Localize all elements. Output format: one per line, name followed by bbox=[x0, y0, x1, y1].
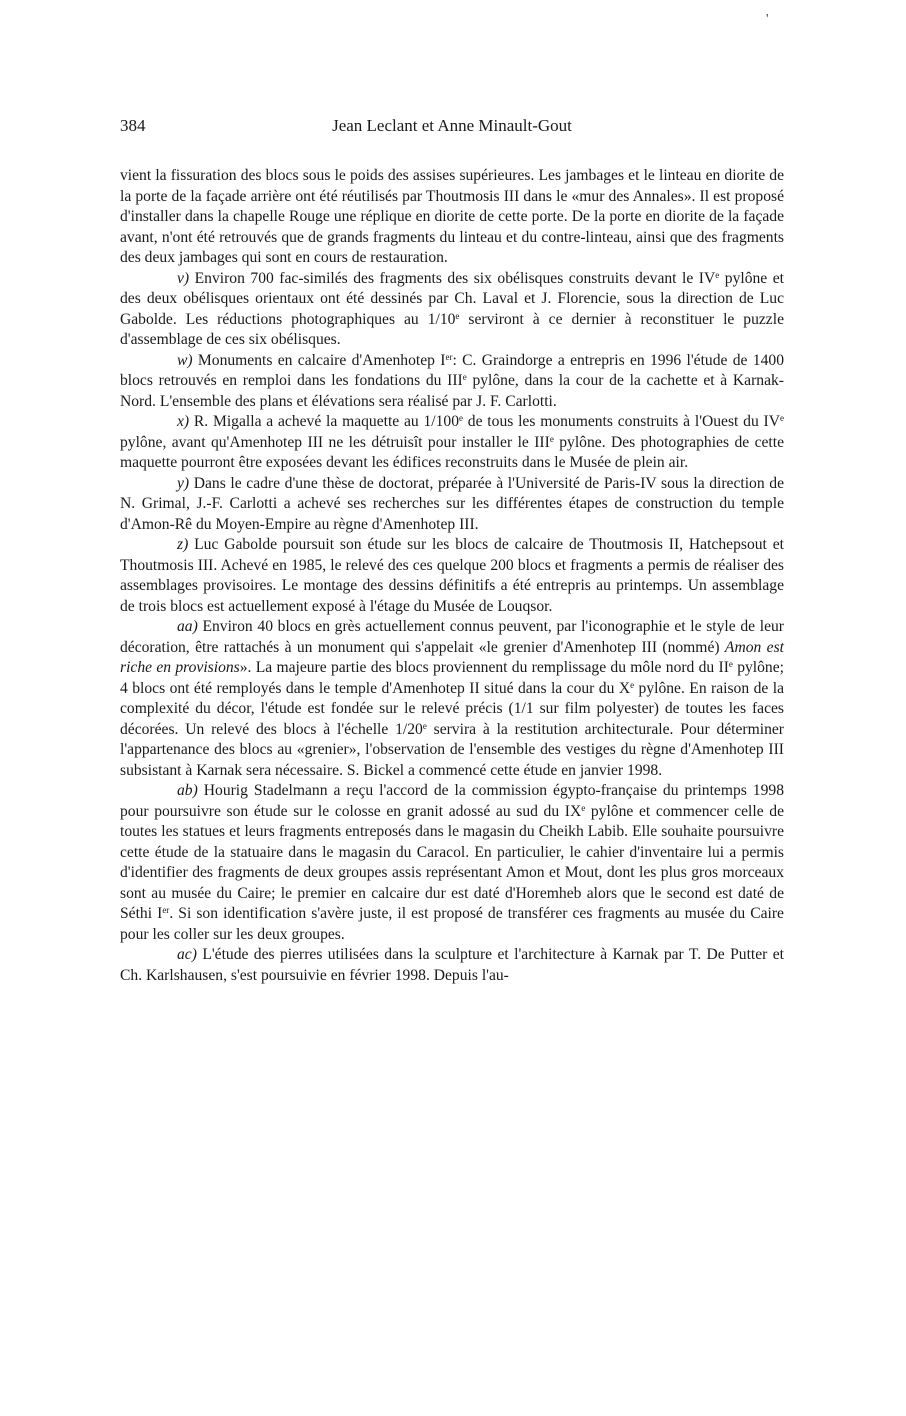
paragraph-y bbox=[120, 474, 784, 536]
item-label-x: x) bbox=[177, 413, 190, 430]
text-span: pylône; 4 blocs ont été remployés dans le temple d'Amenhotep II situé dans la cour du X bbox=[120, 659, 784, 697]
item-label-aa: aa) bbox=[177, 618, 198, 635]
text-span: pylône, avant qu'Amenhotep III ne les détruisît pour installer le III bbox=[120, 433, 550, 451]
superscript: e bbox=[422, 720, 427, 731]
paragraph-ac bbox=[120, 945, 784, 986]
italic-title: Amon est riche en provisions bbox=[120, 638, 784, 676]
text-span: : C. Graindorge a entrepris en 1996 l'étude de 1400 blocs retrouvés en remploi dans les fondations du III bbox=[120, 351, 784, 389]
text-span: pylône. En raison de la complexité du décor, l'étude est fondée sur le relevé précis (1/1 sur film polyester) de toutes les faces décorées. Un relevé des blocs à l'échelle 1/20 bbox=[120, 679, 784, 738]
item-label-y: y) bbox=[177, 474, 190, 492]
page-number: 384 bbox=[120, 116, 146, 135]
superscript: e bbox=[780, 413, 784, 423]
page-mark: ' bbox=[766, 12, 769, 27]
text-span: L'étude des pierres utilisées dans la sculpture et l'architecture à Karnak par T. De Putter et Ch. Karlshausen, s'est poursuivie en février 1998. Depuis l'au- bbox=[120, 946, 784, 984]
paragraph-z bbox=[120, 535, 784, 617]
running-title: Jean Leclant et Anne Minault-Gout bbox=[332, 116, 572, 135]
superscript: e bbox=[728, 659, 733, 669]
text-span: Hourig Stadelmann a reçu l'accord de la commission égypto-française du printemps 1998 pour poursuivre son étude sur le colosse en granit adossé au sud du IX bbox=[120, 782, 784, 820]
text-span: serviront à ce dernier à reconstituer le puzzle d'assemblage de ces six obélisques. bbox=[120, 310, 784, 348]
paragraph-intro: vient la fissuration des blocs sous le poids des assises supérieures. Les jambages et le linteau en diorite de la porte de la façade arrière ont été réutilisés par Thoutmosis III dans le «mur des Annales». Il est proposé d'installer dans la chapelle Rouge une réplique en diorite de cette porte. De la porte en diorite de la façade avant, n'ont été retrouvés que de grands fragments du linteau et du contre-linteau, ainsi que des fragments des deux jambages qui sont en cours de restauration. bbox=[120, 167, 784, 266]
paragraph-ab bbox=[120, 781, 784, 945]
superscript: e bbox=[549, 433, 554, 444]
paragraph-w bbox=[120, 351, 784, 413]
text-span: pylône. Des photographies de cette maquette pourront être exposées devant les édifices reconstruits dans le Musée de plein air. bbox=[120, 433, 785, 471]
item-label-v: v) bbox=[177, 269, 190, 287]
item-label-z: z) bbox=[177, 536, 189, 553]
superscript: e bbox=[630, 679, 635, 690]
text-span: pylône, dans la cour de la cachette et à Karnak-Nord. L'ensemble des plans et élévations sera réalisé par J. F. Carlotti. bbox=[120, 372, 784, 410]
superscript: e bbox=[455, 310, 460, 321]
text-span: Monuments en calcaire d'Amenhotep I bbox=[192, 351, 446, 369]
body-text bbox=[120, 166, 784, 986]
text-span: Environ 40 blocs en grès actuellement connus peuvent, par l'iconographie et le style de leur décoration, être rattachés à un monument qui s'appelait «le grenier d'Amenhotep III (nommé) bbox=[120, 618, 784, 656]
text-span: pylône et commencer celle de toutes les statues et leurs fragments entreposés dans le magasin du Cheikh Labib. Elle souhaite poursuivre cette étude de la statuaire dans le magasin du Caracol. En particulier, le cahier d'inventaire lui a permis d'identifier des fragments de deux groupes assis représentant Amon et Mout, dont les plus gros morceaux sont au musée du Caire; le premier en calcaire dur est daté d'Horemheb alors que le second est daté de Séthi I bbox=[120, 802, 784, 922]
text-span: ». La majeure partie des blocs proviennent du remplissage du môle nord du II bbox=[239, 659, 729, 676]
text-span: servira à la restitution architecturale. Pour déterminer l'appartenance des blocs au «grenier», l'observation de l'ensemble des vestiges du règne d'Amenhotep III subsistant à Karnak sera nécessaire. S. Bickel a commencé cette étude en janvier 1998. bbox=[120, 720, 784, 779]
superscript: e bbox=[715, 269, 720, 280]
paragraph-aa bbox=[120, 617, 784, 781]
paragraph-v bbox=[120, 269, 784, 351]
text-span: pylône et des deux obélisques orientaux ont été dessinés par Ch. Laval et J. Florencie, sous la direction de Luc Gabolde. Les réductions photographiques au 1/10 bbox=[120, 269, 784, 328]
text-span: R. Migalla a achevé la maquette au 1/100 bbox=[189, 413, 460, 430]
item-label-ab: ab) bbox=[177, 782, 198, 799]
item-label-ac: ac) bbox=[177, 946, 197, 963]
superscript: e bbox=[459, 413, 464, 423]
running-header bbox=[120, 116, 784, 140]
superscript: er bbox=[162, 905, 170, 915]
paragraph-x bbox=[120, 412, 784, 474]
text-span: . Si son identification s'avère juste, il est proposé de transférer ces fragments au musée du Caire pour les coller sur les deux groupes. bbox=[120, 905, 784, 943]
text-span: Luc Gabolde poursuit son étude sur les blocs de calcaire de Thoutmosis II, Hatchepsout et Thoutmosis III. Achevé en 1985, le relevé des ces quelque 200 blocs et fragments a permis de réaliser des assemblages provisoires. Le montage des dessins définitifs a été entrepris au printemps. Un assemblage de trois blocs est actuellement exposé à l'étage du Musée de Louqsor. bbox=[120, 536, 784, 615]
text-span: Dans le cadre d'une thèse de doctorat, préparée à l'Université de Paris-IV sous la direction de N. Grimal, J.-F. Carlotti a achevé ses recherches sur les différentes étapes de construction du temple d'Amon-Rê du Moyen-Empire au règne d'Amenhotep III. bbox=[120, 474, 784, 533]
superscript: e bbox=[462, 372, 467, 382]
superscript: e bbox=[581, 802, 586, 813]
text-span: Environ 700 fac-similés des fragments des six obélisques construits devant le IV bbox=[189, 269, 716, 287]
item-label-w: w) bbox=[177, 351, 193, 369]
text-span: de tous les monuments construits à l'Ouest du IV bbox=[463, 413, 780, 430]
superscript: er bbox=[445, 351, 453, 362]
